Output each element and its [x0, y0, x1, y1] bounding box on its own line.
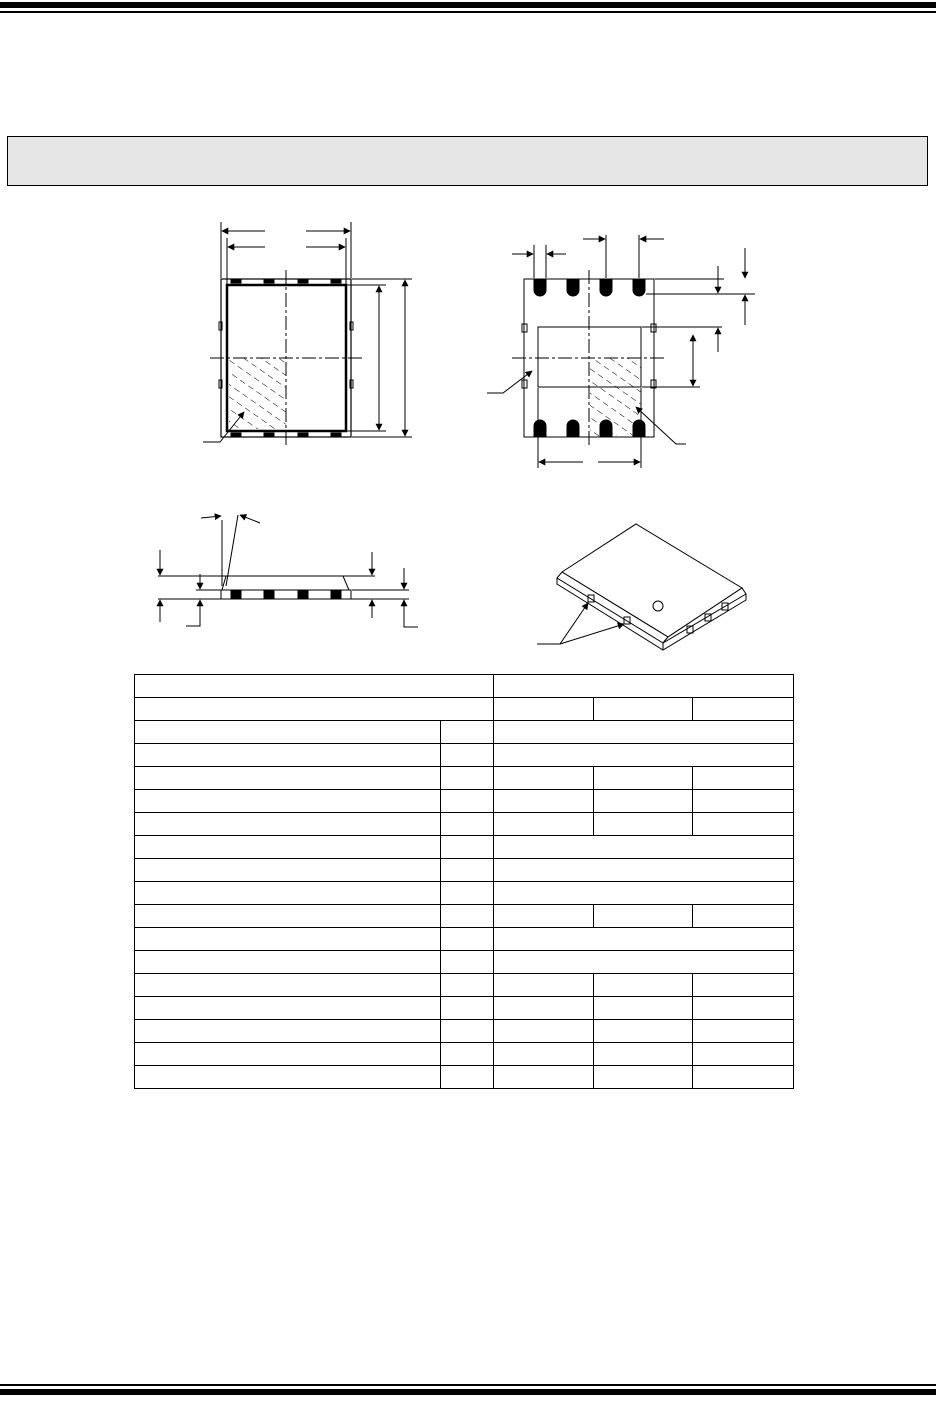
- table-cell: [135, 1020, 441, 1043]
- table-cell: [135, 859, 441, 882]
- top-view: [203, 222, 412, 448]
- table-cell: [494, 836, 794, 859]
- package-drawing: [0, 200, 936, 660]
- table-row: [135, 1020, 794, 1043]
- table-cell: [693, 1066, 794, 1089]
- table-cell: [135, 836, 441, 859]
- table-cell: [441, 1066, 494, 1089]
- table-row: [135, 721, 794, 744]
- dimension-table-body: [135, 675, 794, 1089]
- table-row: [135, 698, 794, 721]
- table-cell: [135, 675, 494, 698]
- table-row: [135, 905, 794, 928]
- table-row: [135, 997, 794, 1020]
- table-cell: [594, 997, 693, 1020]
- table-cell: [441, 1043, 494, 1066]
- table-cell: [135, 698, 494, 721]
- table-row: [135, 813, 794, 836]
- table-cell: [494, 744, 794, 767]
- table-cell: [693, 1043, 794, 1066]
- table-row: [135, 1043, 794, 1066]
- table-cell: [693, 790, 794, 813]
- table-cell: [441, 905, 494, 928]
- table-cell: [135, 905, 441, 928]
- table-cell: [693, 813, 794, 836]
- table-cell: [494, 813, 594, 836]
- table-cell: [441, 974, 494, 997]
- dimension-table: [134, 674, 794, 1089]
- table-row: [135, 882, 794, 905]
- table-cell: [441, 997, 494, 1020]
- table-cell: [441, 859, 494, 882]
- table-cell: [494, 698, 594, 721]
- footer-rule-thin: [0, 1384, 936, 1386]
- table-cell: [135, 974, 441, 997]
- table-cell: [441, 1020, 494, 1043]
- table-cell: [441, 882, 494, 905]
- table-cell: [693, 767, 794, 790]
- table-cell: [594, 813, 693, 836]
- table-cell: [693, 905, 794, 928]
- table-cell: [693, 974, 794, 997]
- table-cell: [441, 767, 494, 790]
- table-cell: [135, 882, 441, 905]
- side-view: [158, 515, 418, 627]
- table-row: [135, 859, 794, 882]
- table-cell: [494, 882, 794, 905]
- table-cell: [494, 928, 794, 951]
- table-cell: [135, 744, 441, 767]
- header-rule-thick: [0, 2, 936, 8]
- table-cell: [494, 905, 594, 928]
- bottom-view: [487, 235, 755, 468]
- table-cell: [594, 1066, 693, 1089]
- table-cell: [494, 675, 794, 698]
- table-cell: [494, 1043, 594, 1066]
- table-row: [135, 974, 794, 997]
- table-row: [135, 790, 794, 813]
- table-cell: [494, 1066, 594, 1089]
- title-banner: [7, 136, 928, 186]
- table-cell: [135, 997, 441, 1020]
- table-row: [135, 951, 794, 974]
- table-row: [135, 675, 794, 698]
- table-cell: [135, 721, 441, 744]
- table-cell: [693, 1020, 794, 1043]
- table-cell: [594, 1020, 693, 1043]
- table-cell: [441, 790, 494, 813]
- table-cell: [441, 836, 494, 859]
- table-row: [135, 1066, 794, 1089]
- table-cell: [135, 767, 441, 790]
- table-cell: [135, 928, 441, 951]
- table-cell: [135, 790, 441, 813]
- table-cell: [494, 951, 794, 974]
- isometric-view: [537, 524, 746, 650]
- table-cell: [494, 1020, 594, 1043]
- table-cell: [594, 1043, 693, 1066]
- table-row: [135, 928, 794, 951]
- table-cell: [693, 698, 794, 721]
- table-cell: [494, 767, 594, 790]
- table-cell: [494, 790, 594, 813]
- table-row: [135, 836, 794, 859]
- table-cell: [594, 790, 693, 813]
- table-cell: [693, 997, 794, 1020]
- table-cell: [135, 813, 441, 836]
- table-cell: [441, 721, 494, 744]
- table-cell: [135, 951, 441, 974]
- table-cell: [594, 767, 693, 790]
- table-row: [135, 744, 794, 767]
- table-cell: [441, 813, 494, 836]
- table-cell: [494, 997, 594, 1020]
- table-cell: [494, 974, 594, 997]
- table-cell: [135, 1066, 441, 1089]
- table-cell: [441, 951, 494, 974]
- table-cell: [441, 744, 494, 767]
- table-cell: [135, 1043, 441, 1066]
- footer-rule-thick: [0, 1389, 936, 1395]
- table-cell: [594, 905, 693, 928]
- table-cell: [494, 721, 794, 744]
- table-row: [135, 767, 794, 790]
- table-cell: [494, 859, 794, 882]
- table-cell: [594, 698, 693, 721]
- header-rule-thin: [0, 11, 936, 13]
- table-cell: [594, 974, 693, 997]
- table-cell: [441, 928, 494, 951]
